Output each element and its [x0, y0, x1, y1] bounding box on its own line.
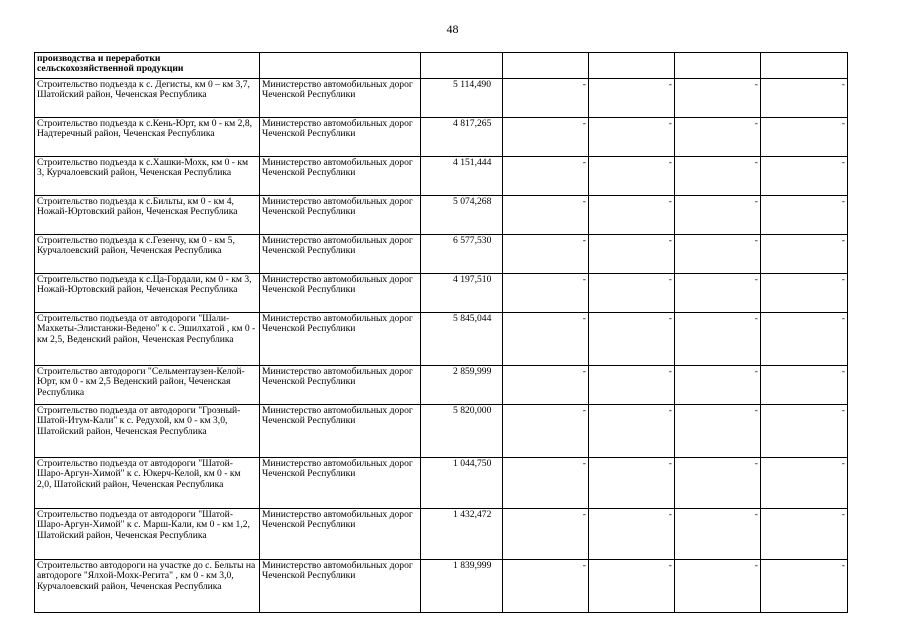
organization-cell: Министерство автомобильных дорог Чеченской Республики — [260, 313, 421, 366]
organization-cell: Министерство автомобильных дорог Чеченской Республики — [260, 157, 421, 196]
organization-cell: Министерство автомобильных дорог Чеченской Республики — [260, 235, 421, 274]
value-cell: - — [675, 157, 761, 196]
table-row — [35, 79, 848, 118]
table-cell — [761, 53, 848, 79]
table-row — [35, 274, 848, 313]
value-cell: - — [503, 405, 589, 458]
project-name-cell: Строительство подъезда от автодороги "Шатой-Шаро-Аргун-Химой" к с. Юкерч-Келой, км 0 - км 2,0, Шатойский район, Чеченская Республика — [35, 458, 260, 509]
table-cell — [503, 53, 589, 79]
value-cell: - — [503, 274, 589, 313]
value-cell: - — [675, 118, 761, 157]
value-cell: - — [589, 458, 675, 509]
value-cell: - — [589, 509, 675, 560]
amount-cell — [421, 366, 503, 405]
value-cell: - — [589, 157, 675, 196]
project-name-cell: Строительство автодороги на участке до с. Бельты на автодороге "Ялхой-Мохк-Регита" , км 0 - км 3,0, Курчалоевский район, Чеченская Республика — [35, 560, 260, 613]
value-cell: - — [761, 235, 848, 274]
value-cell: - — [761, 196, 848, 235]
value-cell: - — [675, 274, 761, 313]
project-name-cell: Строительство подъезда к с. Дегисты, км 0 – км 3,7, Шатойский район, Чеченская Республика — [35, 79, 260, 118]
organization-cell: Министерство автомобильных дорог Чеченской Республики — [260, 560, 421, 613]
value-cell: - — [675, 458, 761, 509]
value-cell: - — [503, 235, 589, 274]
organization-cell: Министерство автомобильных дорог Чеченской Республики — [260, 196, 421, 235]
value-cell: - — [761, 313, 848, 366]
table-cell — [589, 53, 675, 79]
organization-cell: Министерство автомобильных дорог Чеченской Республики — [260, 458, 421, 509]
project-name-cell: Строительство подъезда к с.Кень-Юрт, км 0 - км 2,8, Надтеречный район, Чеченская Республика — [35, 118, 260, 157]
value-cell: - — [589, 405, 675, 458]
amount-value: 6 577,530 — [453, 235, 492, 246]
amount-value: 1 044,750 — [453, 458, 492, 469]
project-name-cell: Строительство подъезда к с.Гезенчу, км 0 - км 5, Курчалоевский район, Чеченская Республика — [35, 235, 260, 274]
value-cell: - — [589, 560, 675, 613]
table-row — [35, 157, 848, 196]
value-cell: - — [503, 560, 589, 613]
value-cell: - — [675, 79, 761, 118]
value-cell: - — [675, 405, 761, 458]
project-name-cell: Строительство подъезда к с.Бильты, км 0 - км 4, Ножай-Юртовский район, Чеченская Республика — [35, 196, 260, 235]
value-cell: - — [761, 274, 848, 313]
amount-value: 2 859,999 — [453, 366, 492, 377]
amount-value: 5 114,490 — [453, 79, 492, 90]
amount-cell — [421, 196, 503, 235]
table-row — [35, 235, 848, 274]
organization-cell: Министерство автомобильных дорог Чеченской Республики — [260, 79, 421, 118]
table-row — [35, 560, 848, 613]
table-row — [35, 509, 848, 560]
value-cell: - — [589, 79, 675, 118]
organization-cell: Министерство автомобильных дорог Чеченской Республики — [260, 366, 421, 405]
organization-cell: Министерство автомобильных дорог Чеченской Республики — [260, 509, 421, 560]
amount-value: 4 151,444 — [453, 157, 492, 168]
value-cell: - — [675, 366, 761, 405]
amount-value: 5 074,268 — [453, 196, 492, 207]
value-cell: - — [761, 79, 848, 118]
table-body — [35, 53, 848, 613]
value-cell: - — [503, 458, 589, 509]
table-row — [35, 458, 848, 509]
amount-cell — [421, 274, 503, 313]
table-row — [35, 405, 848, 458]
value-cell: - — [503, 366, 589, 405]
amount-value: 1 432,472 — [453, 509, 492, 520]
organization-cell: Министерство автомобильных дорог Чеченской Республики — [260, 274, 421, 313]
value-cell: - — [589, 366, 675, 405]
value-cell: - — [503, 157, 589, 196]
value-cell: - — [503, 79, 589, 118]
value-cell: - — [675, 196, 761, 235]
amount-value: 1 839,999 — [453, 560, 492, 571]
table-cell — [675, 53, 761, 79]
table-row — [35, 196, 848, 235]
amount-cell — [421, 458, 503, 509]
project-name-cell: Строительство подъезда от автодороги "Шали-Махкеты-Элистанжи-Ведено" к с. Эшилхатой , км 0 - км 2,5, Веденский район, Чеченская Республика — [35, 313, 260, 366]
project-name-cell: Строительство автодороги "Сельментаузен-Келой-Юрт, км 0 - км 2,5 Веденский район, Чеченская Республика — [35, 366, 260, 405]
continued-heading-row — [35, 53, 848, 79]
value-cell: - — [761, 509, 848, 560]
amount-cell — [421, 560, 503, 613]
value-cell: - — [589, 118, 675, 157]
organization-cell: Министерство автомобильных дорог Чеченской Республики — [260, 405, 421, 458]
amount-value: 5 820,000 — [453, 405, 492, 416]
project-name-cell: Строительство подъезда к с.Хашки-Мохк, км 0 - км 3, Курчалоевский район, Чеченская Республика — [35, 157, 260, 196]
value-cell: - — [589, 313, 675, 366]
value-cell: - — [675, 235, 761, 274]
amount-value: 4 197,510 — [453, 274, 492, 285]
value-cell: - — [761, 458, 848, 509]
amount-cell — [421, 79, 503, 118]
value-cell: - — [761, 560, 848, 613]
table-row — [35, 366, 848, 405]
amount-cell — [421, 235, 503, 274]
amount-value: 5 845,044 — [453, 313, 492, 324]
value-cell: - — [503, 118, 589, 157]
value-cell: - — [589, 235, 675, 274]
amount-cell — [421, 405, 503, 458]
value-cell: - — [675, 313, 761, 366]
value-cell: - — [589, 196, 675, 235]
value-cell: - — [589, 274, 675, 313]
value-cell: - — [675, 560, 761, 613]
budget-table — [34, 52, 848, 613]
table-row — [35, 313, 848, 366]
organization-cell: Министерство автомобильных дорог Чеченской Республики — [260, 118, 421, 157]
amount-value: 4 817,265 — [453, 118, 492, 129]
amount-cell — [421, 509, 503, 560]
table-row — [35, 118, 848, 157]
amount-cell — [421, 157, 503, 196]
value-cell: - — [761, 366, 848, 405]
page-number: 48 — [446, 22, 459, 36]
amount-cell — [421, 118, 503, 157]
value-cell: - — [761, 157, 848, 196]
value-cell: - — [761, 118, 848, 157]
value-cell: - — [503, 196, 589, 235]
amount-cell — [421, 313, 503, 366]
table-cell — [260, 53, 421, 79]
value-cell: - — [761, 405, 848, 458]
value-cell: - — [675, 509, 761, 560]
table-cell — [421, 53, 503, 79]
continued-heading: производства и переработки сельскохозяйственной продукции — [35, 53, 260, 79]
value-cell: - — [503, 509, 589, 560]
project-name-cell: Строительство подъезда к с.Ца-Гордали, км 0 - км 3, Ножай-Юртовский район, Чеченская Республика — [35, 274, 260, 313]
project-name-cell: Строительство подъезда от автодороги "Грозный-Шатой-Итум-Кали" к с. Редухой, км 0 - км 3,0, Шатойский район, Чеченская Республика — [35, 405, 260, 458]
value-cell: - — [503, 313, 589, 366]
project-name-cell: Строительство подъезда от автодороги "Шатой-Шаро-Аргун-Химой" к с. Марш-Кали, км 0 - км 1,2, Шатойский район, Чеченская Республика — [35, 509, 260, 560]
